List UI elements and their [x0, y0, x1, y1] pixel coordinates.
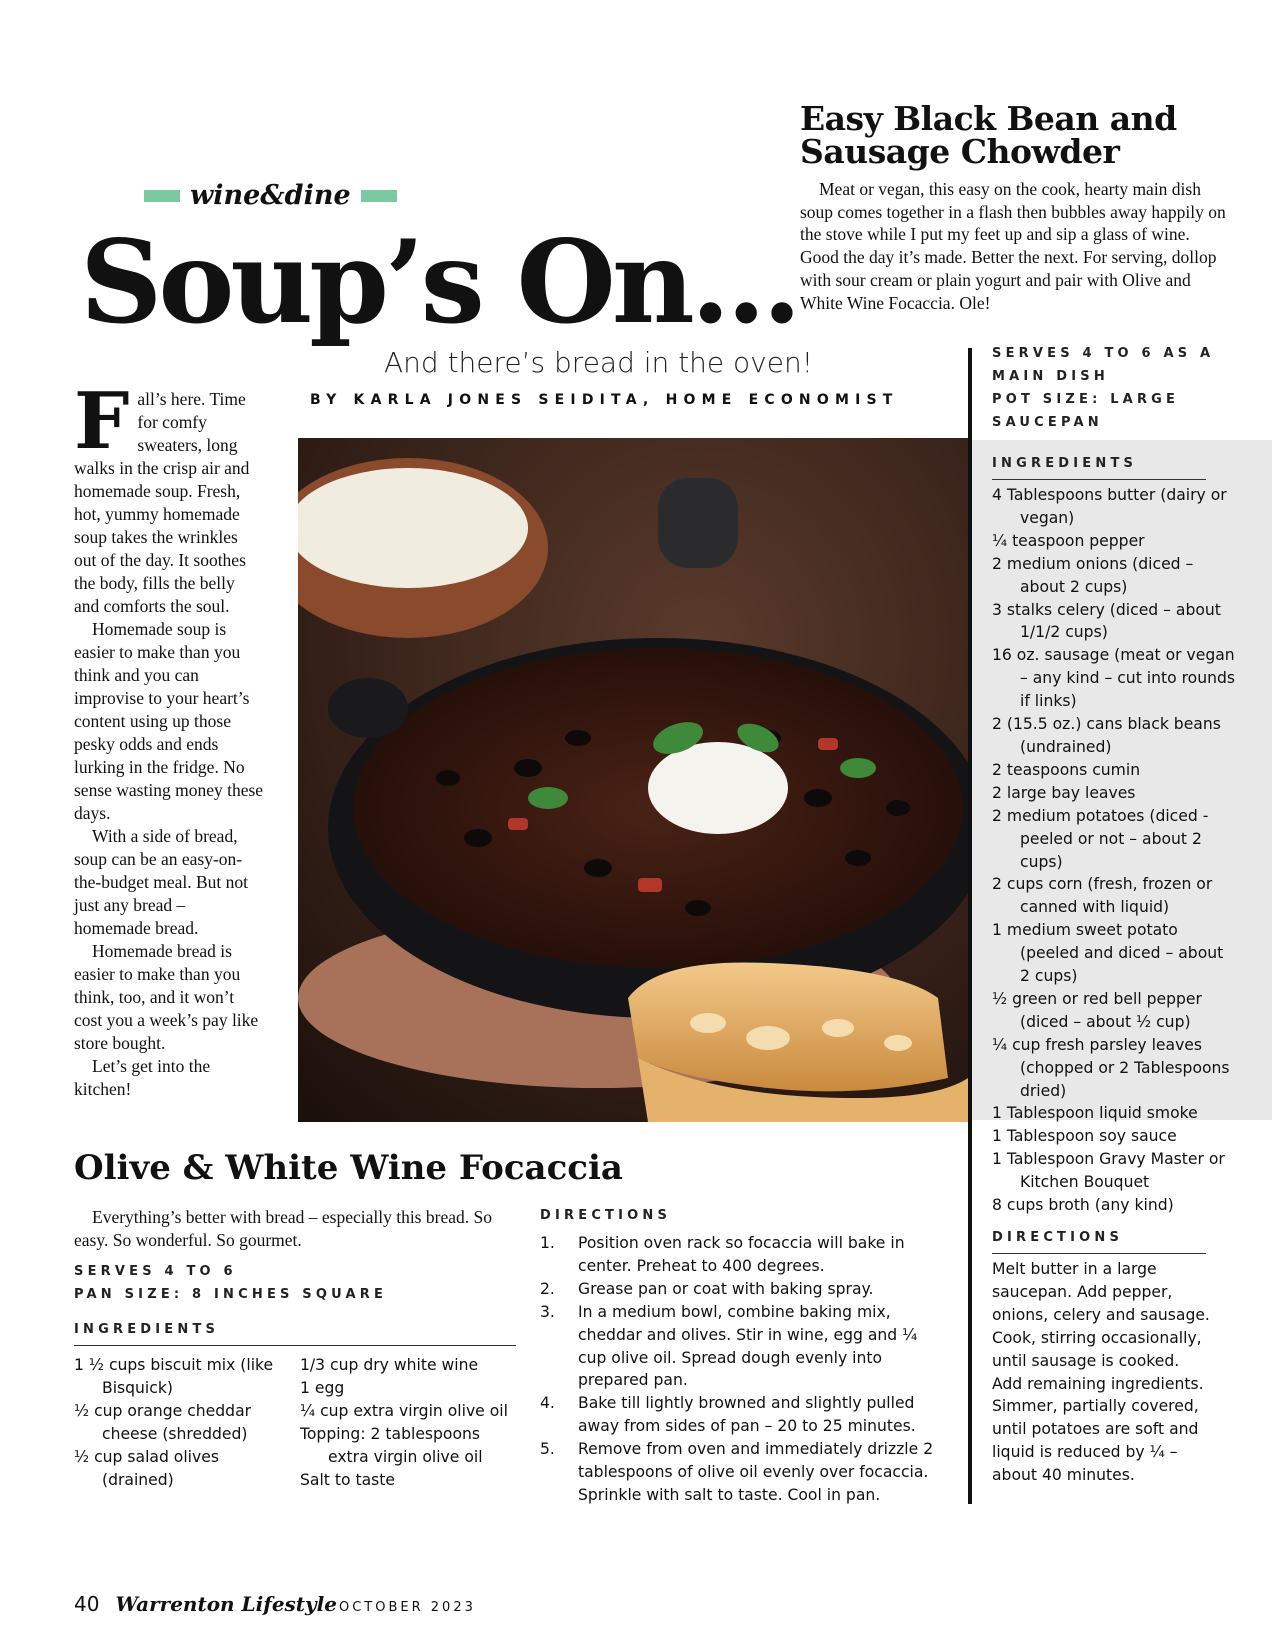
- intro-paragraph-3: With a side of bread, soup can be an easy-on-the-budget meal. But not just any bread – homemade bread.: [74, 826, 248, 938]
- ingredient-item: ¼ teaspoon pepper: [992, 531, 1145, 550]
- focaccia-ingredients-col2: [300, 1354, 515, 1491]
- intro-text: [74, 376, 264, 1101]
- ingredient-item: ½ cup salad olives (drained): [74, 1447, 219, 1489]
- focaccia-pan-size: PAN SIZE: 8 INCHES SQUARE: [74, 1287, 388, 1302]
- ingredient-item: 16 oz. sausage (meat or vegan – any kind – cut into rounds if links): [992, 646, 1235, 711]
- chowder-title: Easy Black Bean and Sausage Chowder: [800, 99, 1177, 171]
- ingredient-item: 2 teaspoons cumin: [992, 760, 1141, 779]
- chowder-directions-heading: DIRECTIONS: [992, 1226, 1206, 1254]
- magazine-name: Warrenton Lifestyle: [115, 1592, 337, 1616]
- ingredient-item: 2 (15.5 oz.) cans black beans (undrained): [992, 715, 1221, 756]
- ingredient-item: Salt to taste: [300, 1470, 395, 1489]
- ingredient-item: ½ green or red bell pepper (diced – about ½ cup): [992, 989, 1202, 1031]
- tag-bar-right: [361, 190, 397, 202]
- intro-paragraph-2: Homemade soup is easier to make than you think and you can improvise to your heart’s content using up those pesky odds and ends lurking in the fridge. No sense wasting money these days.: [74, 619, 264, 823]
- section-tag: [144, 180, 397, 211]
- step-text: In a medium bowl, combine baking mix, cheddar and olives. Stir in wine, egg and ¼ cup olive oil. Spread dough evenly into prepared pan.: [578, 1302, 918, 1390]
- chowder-ingredients-heading: INGREDIENTS: [992, 452, 1206, 480]
- ingredient-item: 2 cups corn (fresh, frozen or canned with liquid): [992, 875, 1213, 917]
- ingredient-item: 1 Tablespoon liquid smoke: [992, 1104, 1198, 1123]
- step-text: Remove from oven and immediately drizzle 2 tablespoons of olive oil evenly over focaccia. Sprinkle with salt to taste. Cool in pan.: [578, 1440, 934, 1504]
- drop-cap: F: [74, 376, 130, 467]
- ingredient-item: ¼ cup fresh parsley leaves (chopped or 2 Tablespoons dried): [992, 1035, 1230, 1100]
- step-number: 3.: [540, 1302, 555, 1321]
- ingredient-item: Topping: 2 tablespoons extra virgin olive oil: [300, 1424, 483, 1466]
- focaccia-directions-heading: DIRECTIONS: [540, 1208, 672, 1223]
- ingredient-item: 1 medium sweet potato (peeled and diced – about 2 cups): [992, 921, 1224, 986]
- direction-step: [540, 1232, 950, 1278]
- ingredient-item: 1 Tablespoon Gravy Master or Kitchen Bouquet: [992, 1150, 1225, 1192]
- focaccia-serves: SERVES 4 TO 6: [74, 1264, 237, 1279]
- step-number: 2.: [540, 1279, 555, 1298]
- focaccia-directions-list: [540, 1232, 950, 1507]
- section-tag-label: wine&dine: [190, 180, 351, 211]
- tag-bar-left: [144, 190, 180, 202]
- ingredient-item: 1/3 cup dry white wine: [300, 1356, 479, 1374]
- ingredient-item: 4 Tablespoons butter (dairy or vegan): [992, 486, 1227, 527]
- step-number: 1.: [540, 1234, 555, 1252]
- ingredient-item: ½ cup orange cheddar cheese (shredded): [74, 1401, 252, 1443]
- chowder-serves-info: [992, 342, 1262, 434]
- soup-photo: [298, 438, 968, 1122]
- chowder-description: Meat or vegan, this easy on the cook, hearty main dish soup comes together in a flash then bubbles away happily on the stove while I put my feet up and sip a glass of wine. Good the day it’s made. Better the next. For serving, dollop with sour cream or plain yogurt and pair with Olive and White Wine Focaccia. Ole!: [800, 179, 1226, 313]
- direction-step: [540, 1301, 950, 1393]
- ingredient-item: 1 Tablespoon soy sauce: [992, 1127, 1177, 1146]
- chowder-serves: SERVES 4 TO 6 AS A MAIN DISH: [992, 346, 1215, 384]
- ingredient-item: 2 medium onions (diced – about 2 cups): [992, 554, 1194, 596]
- column-divider: [968, 348, 972, 1504]
- issue-date: OCTOBER 2023: [339, 1600, 476, 1615]
- byline: BY KARLA JONES SEIDITA, HOME ECONOMIST: [310, 392, 899, 408]
- ingredient-item: 1 ½ cups biscuit mix (like Bisquick): [74, 1356, 274, 1397]
- focaccia-serves-info: [74, 1260, 387, 1306]
- focaccia-ingredients-heading: INGREDIENTS: [74, 1318, 516, 1346]
- direction-step: [540, 1278, 950, 1301]
- focaccia-ingredients-col1: [74, 1354, 284, 1491]
- intro-paragraph-5: Let’s get into the kitchen!: [74, 1056, 211, 1099]
- intro-paragraph-1: all’s here. Time for comfy sweaters, long walks in the crisp air and homemade soup. Fresh, hot, yummy homemade soup takes the wrinkles out of the day. It soothes the body, fills the belly and comforts the soul.: [74, 389, 250, 616]
- chowder-ingredients-list: [992, 484, 1237, 1217]
- ingredient-item: ¼ cup extra virgin olive oil: [300, 1401, 508, 1420]
- intro-paragraph-4: Homemade bread is easier to make than you think, too, and it won’t cost you a week’s pay like store bought.: [74, 941, 259, 1053]
- focaccia-description: Everything’s better with bread – especially this bread. So easy. So wonderful. So gourmet.: [74, 1207, 492, 1250]
- ingredient-item: 1 egg: [300, 1378, 345, 1397]
- page-number: 40: [74, 1592, 100, 1616]
- page-subtitle: And there’s bread in the oven!: [384, 346, 813, 379]
- ingredient-item: 2 medium potatoes (diced - peeled or not – about 2 cups): [992, 806, 1209, 871]
- page-title: Soup’s On...: [80, 215, 798, 349]
- soup-photo-image: [298, 438, 968, 1122]
- direction-step: [540, 1438, 950, 1507]
- focaccia-title: Olive & White Wine Focaccia: [74, 1148, 623, 1188]
- step-text: Position oven rack so focaccia will bake in center. Preheat to 400 degrees.: [578, 1234, 905, 1275]
- direction-step: [540, 1392, 950, 1438]
- chowder-directions: Melt butter in a large saucepan. Add pepper, onions, celery and sausage. Cook, stirring occasionally, until sausage is cooked. Add remaining ingredients. Simmer, partially covered, until potatoes are soft and liquid is reduced by ¼ – about 40 minutes.: [992, 1260, 1210, 1485]
- step-text: Bake till lightly browned and slightly pulled away from sides of pan – 20 to 25 minutes.: [578, 1394, 916, 1436]
- ingredient-item: 8 cups broth (any kind): [992, 1196, 1174, 1215]
- step-text: Grease pan or coat with baking spray.: [578, 1279, 874, 1298]
- step-number: 4.: [540, 1394, 555, 1413]
- ingredient-item: 3 stalks celery (diced – about 1/1/2 cups): [992, 600, 1221, 642]
- ingredient-item: 2 large bay leaves: [992, 783, 1136, 802]
- step-number: 5.: [540, 1440, 555, 1459]
- chowder-pot-size: POT SIZE: LARGE SAUCEPAN: [992, 392, 1180, 430]
- page-footer: [74, 1592, 476, 1616]
